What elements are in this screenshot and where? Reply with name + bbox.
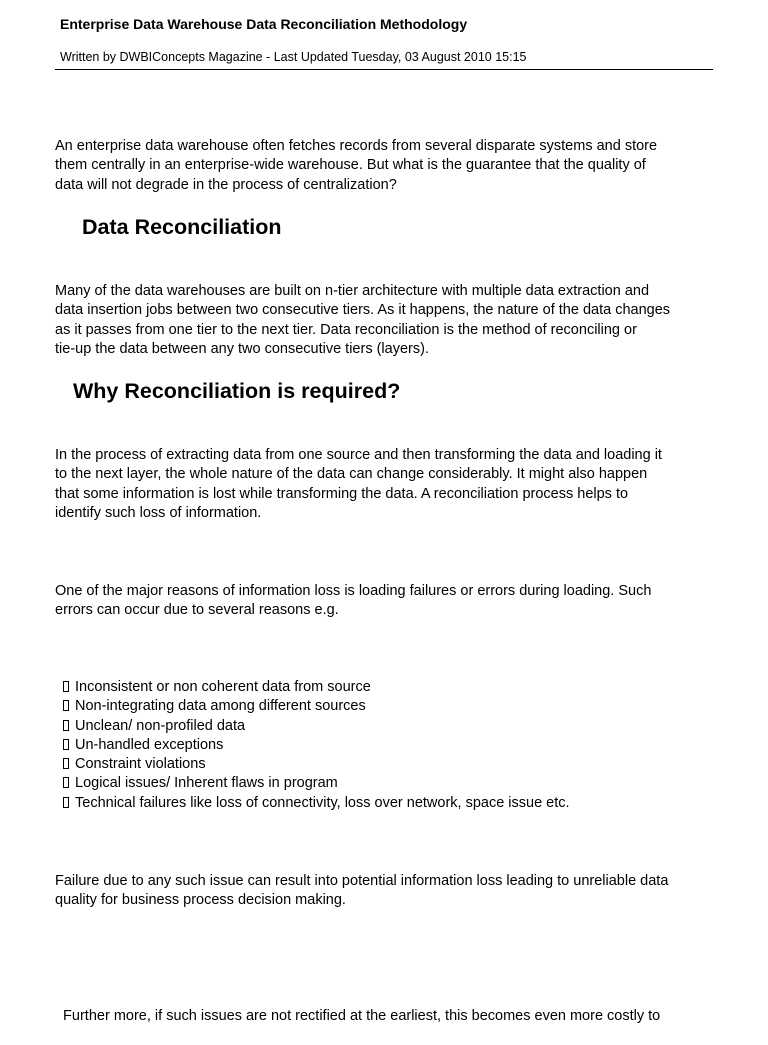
text-line: data insertion jobs between two consecutive tiers. As it happens, the nature of the data changes	[55, 302, 671, 319]
reconciliation-paragraph	[55, 282, 717, 359]
list-item-text: Technical failures like loss of connectivity, loss over network, space issue etc.	[75, 794, 570, 811]
text-line: Further more, if such issues are not rectified at the earliest, this becomes even more costly to	[55, 1007, 661, 1024]
text-line: data will not degrade in the process of centralization?	[55, 176, 397, 193]
missing-glyph-bullet-icon	[63, 739, 69, 750]
list-item	[63, 717, 570, 736]
heading-why-reconciliation: Why Reconciliation is required?	[73, 379, 401, 403]
list-item-text: Logical issues/ Inherent flaws in program	[75, 775, 338, 792]
text-line: tie-up the data between any two consecutive tiers (layers).	[55, 340, 429, 357]
list-item-text: Inconsistent or non coherent data from source	[75, 679, 371, 695]
heading-data-reconciliation: Data Reconciliation	[82, 215, 282, 239]
missing-glyph-bullet-icon	[63, 681, 69, 692]
text-line: them centrally in an enterprise-wide warehouse. But what is the guarantee that the quality of	[55, 157, 646, 174]
why-paragraph-3	[55, 872, 717, 911]
intro-paragraph	[55, 137, 717, 195]
text-line: An enterprise data warehouse often fetches records from several disparate systems and store	[55, 138, 658, 154]
text-line: Failure due to any such issue can result into potential information loss leading to unreliable data	[55, 873, 669, 889]
list-item-text: Unclean/ non-profiled data	[75, 717, 246, 734]
list-item	[63, 755, 570, 774]
missing-glyph-bullet-icon	[63, 777, 69, 788]
text-line: Many of the data warehouses are built on n-tier architecture with multiple data extraction and	[55, 283, 650, 299]
missing-glyph-bullet-icon	[63, 720, 69, 731]
list-item-text: Constraint violations	[75, 756, 206, 773]
missing-glyph-bullet-icon	[63, 700, 69, 711]
document-title: Enterprise Data Warehouse Data Reconciliation Methodology	[60, 16, 468, 32]
header-rule	[55, 69, 713, 70]
why-paragraph-4	[55, 968, 717, 1045]
text-line: In the process of extracting data from one source and then transforming the data and loading it	[55, 447, 662, 463]
text-line: One of the major reasons of information loss is loading failures or errors during loading. Such	[55, 583, 652, 599]
missing-glyph-bullet-icon	[63, 758, 69, 769]
why-paragraph-2	[55, 582, 717, 621]
list-item	[63, 678, 570, 697]
list-item	[63, 736, 570, 755]
list-item	[63, 794, 570, 813]
failure-reasons-list	[63, 678, 570, 813]
list-item-text: Un-handled exceptions	[75, 736, 224, 753]
list-item	[63, 774, 570, 793]
byline: Written by DWBIConcepts Magazine - Last Updated Tuesday, 03 August 2010 15:15	[60, 50, 527, 64]
missing-glyph-bullet-icon	[63, 797, 69, 808]
list-item-text: Non-integrating data among different sources	[75, 698, 366, 715]
text-line: identify such loss of information.	[55, 504, 262, 521]
text-line: as it passes from one tier to the next tier. Data reconciliation is the method of reconciling or	[55, 321, 637, 338]
text-line: quality for business process decision making.	[55, 892, 346, 909]
why-paragraph-1	[55, 446, 717, 523]
text-line: errors can occur due to several reasons e.g.	[55, 602, 339, 619]
text-line: to the next layer, the whole nature of the data can change considerably. It might also happen	[55, 466, 648, 483]
list-item	[63, 697, 570, 716]
text-line: that some information is lost while transforming the data. A reconciliation process helps to	[55, 485, 629, 502]
